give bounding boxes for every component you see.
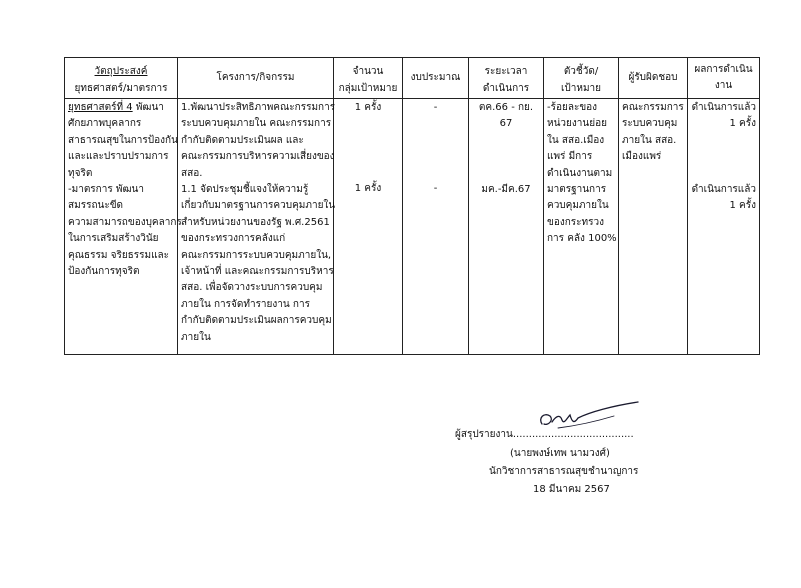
period-value-2: มค.-มีค.67 [481,183,531,195]
header-responsible-label: ผู้รับผิดชอบ [628,71,678,83]
responsible-cell [619,99,688,355]
result-value-2a: ดำเนินการแล้ว [691,183,756,195]
handwritten-signature [534,398,644,434]
target-value-2: 1 ครั้ง [354,183,382,195]
project-line: เกี่ยวกับมาตรฐานการควบคุมภายใน [181,200,336,212]
project-line: 1.1 จัดประชุมชี้แจงให้ความรู้ [181,184,309,196]
header-indicator-top: ตัวชี้วัด/ [563,66,599,78]
strategy-line: สาธารณสุขในการป้องกัน [68,134,178,146]
indicator-line: -ร้อยละของ [547,102,598,113]
result-cell [688,99,760,355]
header-project [178,58,334,99]
strategy-line: คุณธรรม จริยธรรมและ [68,249,170,261]
report-table [64,57,760,355]
header-target-bottom: กลุ่มเป้าหมาย [338,82,398,94]
indicator-line: การ คลัง 100% [547,233,617,245]
header-result [688,58,760,99]
indicator-line: ใน สสอ.เมือง [547,134,605,146]
header-row [65,58,760,99]
responsible-line: ภายใน สสอ. [622,134,677,146]
indicator-cell [544,99,619,355]
indicator-line: ควบคุมภายใน [547,200,609,212]
strategy-first-line [68,100,174,116]
result-spacer [691,133,756,182]
strategy-line: ทุจริต [68,167,93,179]
project-line: กำกับติดตามประเมินผลการควบคุม [181,315,332,327]
strategy-line: ป้องกันการทุจริต [68,266,140,278]
strategy-line: สมรรถนะขีด [68,200,124,212]
project-line: ภายใน [181,331,211,343]
project-line: กำกับติดตามประเมินผล และ [181,134,304,146]
strategy-line: ศักยภาพบุคลากร [68,118,142,130]
project-cell [178,99,334,355]
project-line: คณะกรรมการระบบควบคุมภายใน, [181,249,332,261]
reporter-name: (นายพงษ์เทพ นามวงศ์) [510,448,610,459]
target-value-1: 1 ครั้ง [354,102,382,113]
signature-dots: ...................................... [512,429,634,440]
header-objective-top: วัตถุประสงค์ [94,66,148,78]
indicator-line: มาตรฐานการ [547,184,607,196]
header-indicator [544,58,619,99]
header-indicator-bottom: เป้าหมาย [560,82,602,94]
indicator-line: แพร่ มีการ [547,151,593,163]
indicator-line: หน่วยงานย่อย [547,118,607,130]
strategy-line: พัฒนา [135,102,164,113]
project-line: สสอ. [181,167,203,179]
target-cell [334,99,403,355]
project-line: สำหรับหน่วยงานของรัฐ พ.ศ.2561 [181,216,330,228]
project-line: ระบบควบคุมภายใน คณะกรรมการ [181,118,332,130]
responsible-line: คณะกรรมการ [622,102,684,113]
project-line: คณะกรรมการบริหารความเสี่ยงของ [181,151,335,163]
header-objective [65,58,178,99]
strategy-title: ยุทธศาสตร์ที่ 4 [68,102,133,113]
budget-value-2: - [433,183,438,195]
header-target [334,58,403,99]
project-line: สสอ. เพื่อจัดวางระบบการควบคุม [181,282,323,294]
result-value-1a: ดำเนินการแล้ว [691,102,756,113]
indicator-line: ของกระทรวง [547,216,604,228]
indicator-line: ดำเนินงานตาม [547,167,613,179]
strategy-line: ความสามารถของบุคลากร [68,216,182,228]
project-line: 1.พัฒนาประสิทธิภาพคณะกรรมการ [181,102,336,113]
header-result-label: ผลการดำเนินงาน [694,63,753,91]
header-responsible [619,58,688,99]
strategy-line: ในการเสริมสร้างวินัย [68,233,159,245]
table-row [65,99,760,355]
header-target-top: จำนวน [352,66,384,78]
header-period-top: ระยะเวลา [484,66,528,78]
project-line: ภายใน การจัดทำรายงาน การ [181,298,310,310]
result-value-2b: 1 ครั้ง [729,200,756,212]
strategy-line: และและปราบปรามการ [68,151,169,163]
strategy-cell [65,99,182,355]
header-objective-bottom: ยุทธศาสตร์/มาตรการ [74,82,168,94]
header-period [469,58,544,99]
period-cell [469,99,544,355]
header-budget-label: งบประมาณ [410,71,461,83]
budget-spacer [406,116,465,181]
header-budget [403,58,469,99]
responsible-line: ระบบควบคุม [622,118,678,130]
budget-value-1: - [433,102,438,113]
responsible-line: เมืองแพร่ [622,151,662,163]
period-spacer [472,133,540,182]
budget-cell [403,99,469,355]
header-project-label: โครงการ/กิจกรรม [216,71,295,83]
reporter-label: ผู้สรุปรายงาน [455,429,513,440]
period-value-1a: ตค.66 - กย. [478,102,534,113]
project-line: ของกระทรวงการคลังแก่ [181,233,286,245]
reporter-position: นักวิชาการสาธารณสุขชำนาญการ [489,466,639,477]
project-line: เจ้าหน้าที่ และคณะกรรมการบริหาร [181,266,334,278]
report-date: 18 มีนาคม 2567 [533,484,610,495]
result-value-1b: 1 ครั้ง [729,118,756,130]
strategy-line: -มาตรการ พัฒนา [68,184,144,196]
period-value-1b: 67 [499,118,513,130]
target-spacer [337,116,399,181]
header-period-bottom: ดำเนินการ [482,82,530,94]
